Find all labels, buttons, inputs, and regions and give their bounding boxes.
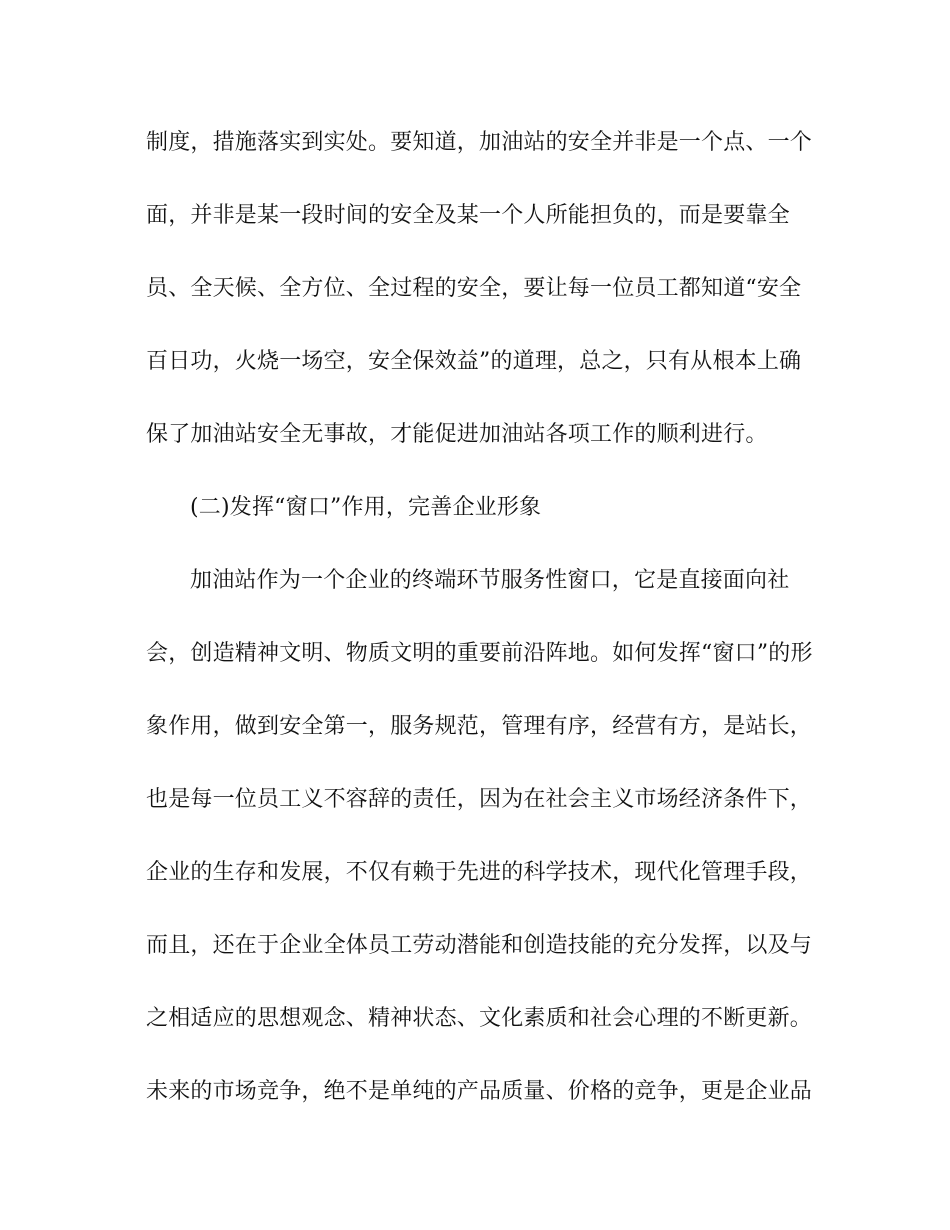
text-line: 制度，措施落实到实处。要知道，加油站的安全并非是一个点、一个 xyxy=(146,130,813,155)
text-line: 企业的生存和发展，不仅有赖于先进的科学技术，现代化管理手段， xyxy=(146,860,813,885)
text-line: 也是每一位员工义不容辞的责任，因为在社会主义市场经济条件下， xyxy=(146,787,813,812)
text-line: 面，并非是某一段时间的安全及某一个人所能担负的，而是要靠全 xyxy=(146,203,790,228)
text-line: 员、全天候、全方位、全过程的安全，要让每一位员工都知道“安全 xyxy=(146,276,802,301)
text-line: 百日功，火烧一场空，安全保效益”的道理，总之，只有从根本上确 xyxy=(146,349,802,374)
text-line: 未来的市场竞争，绝不是单纯的产品质量、价格的竞争，更是企业品 xyxy=(146,1079,813,1104)
text-line: 保了加油站安全无事故，才能促进加油站各项工作的顺利进行。 xyxy=(146,422,768,447)
text-line: 象作用，做到安全第一，服务规范，管理有序，经营有方，是站长， xyxy=(146,714,813,739)
text-line: 而且，还在于企业全体员工劳动潜能和创造技能的充分发挥，以及与 xyxy=(146,933,813,958)
section-heading: (二)发挥“窗口”作用，完善企业形象 xyxy=(190,495,542,520)
text-line: 加油站作为一个企业的终端环节服务性窗口，它是直接面向社 xyxy=(190,568,790,593)
text-line: 会，创造精神文明、物质文明的重要前沿阵地。如何发挥“窗口”的形 xyxy=(146,641,813,666)
text-line: 之相适应的思想观念、精神状态、文化素质和社会心理的不断更新。 xyxy=(146,1006,813,1031)
